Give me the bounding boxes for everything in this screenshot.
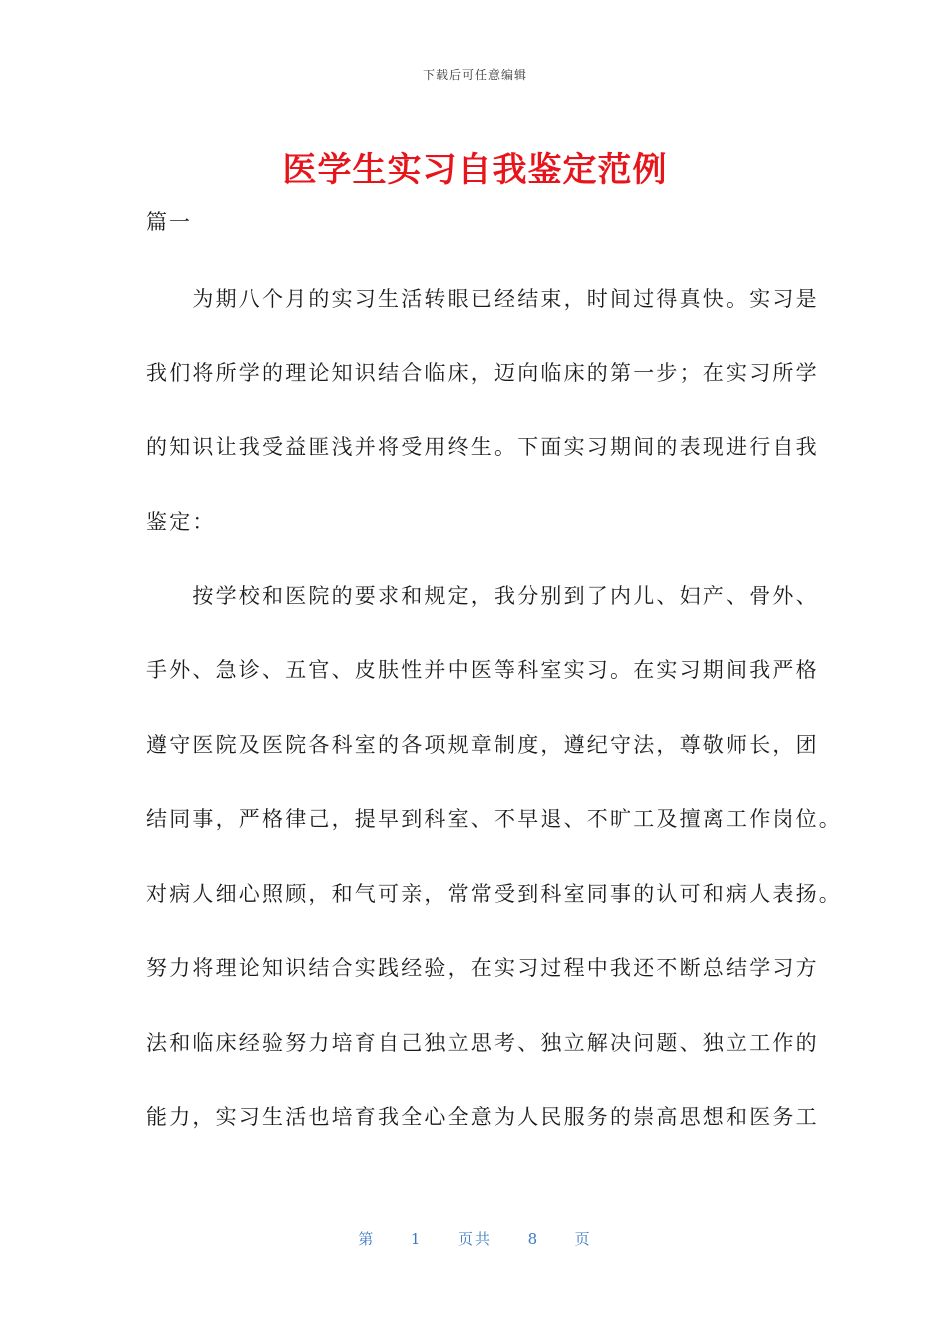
body-line-7: 遵守医院及医院各科室的各项规章制度，遵纪守法，尊敬师长，团 xyxy=(146,733,819,757)
body-line-4: 鉴定： xyxy=(146,510,216,534)
footer-page-number: 1 xyxy=(410,1230,423,1248)
body-line-11: 法和临床经验努力培育自己独立思考、独立解决问题、独立工作的 xyxy=(146,1031,819,1055)
body-line-1: 为期八个月的实习生活转眼已经结束，时间过得真快。实习是 xyxy=(146,287,819,311)
header-note: 下载后可任意编辑 xyxy=(422,68,527,82)
body-line-5: 按学校和医院的要求和规定，我分别到了内儿、妇产、骨外、 xyxy=(146,584,819,608)
body-line-6: 手外、急诊、五官、皮肤性并中医等科室实习。在实习期间我严格 xyxy=(146,658,819,682)
footer-page-prefix: 第 xyxy=(358,1230,376,1248)
body-line-8: 结同事，严格律己，提早到科室、不早退、不旷工及擅离工作岗位。 xyxy=(146,807,842,831)
body-line-2: 我们将所学的理论知识结合临床，迈向临床的第一步；在实习所学 xyxy=(146,361,819,385)
section-label: 篇一 xyxy=(146,210,192,234)
body-line-12: 能力，实习生活也培育我全心全意为人民服务的崇高思想和医务工 xyxy=(146,1105,819,1129)
body-line-3: 的知识让我受益匪浅并将受用终生。下面实习期间的表现进行自我 xyxy=(146,435,819,459)
page-footer xyxy=(0,1228,950,1249)
footer-page-mid: 页共 xyxy=(457,1230,492,1248)
footer-page-suffix: 页 xyxy=(574,1230,592,1248)
body-line-10: 努力将理论知识结合实践经验，在实习过程中我还不断总结学习方 xyxy=(146,956,819,980)
footer-total-pages: 8 xyxy=(527,1230,540,1248)
body-line-9: 对病人细心照顾，和气可亲，常常受到科室同事的认可和病人表扬。 xyxy=(146,882,842,906)
document-title: 医学生实习自我鉴定范例 xyxy=(282,150,668,190)
